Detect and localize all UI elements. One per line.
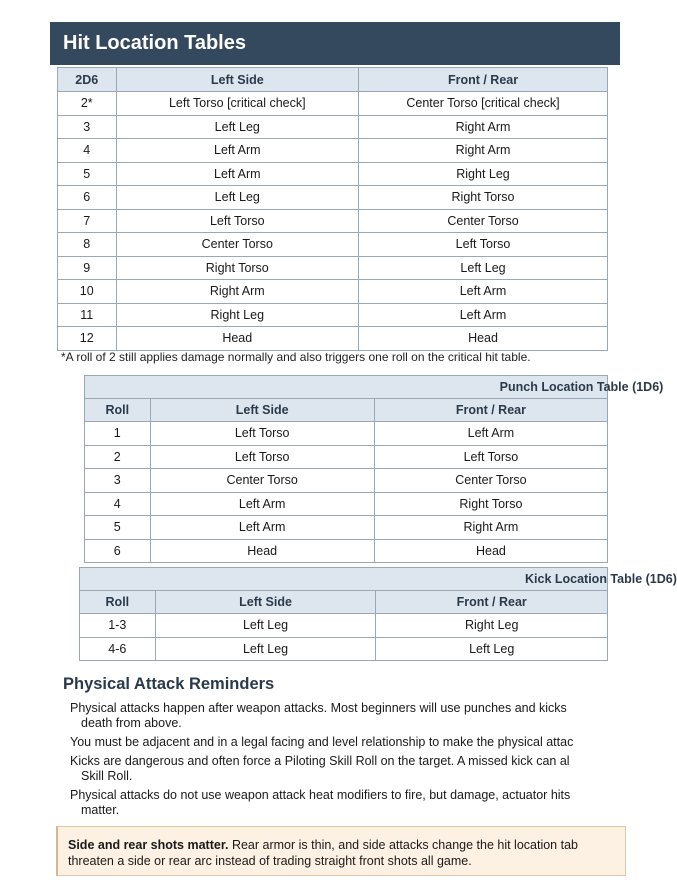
table-cell: Center Torso — [374, 469, 607, 493]
table-cell: Center Torso [critical check] — [359, 92, 608, 116]
table-cell: Left Leg — [155, 637, 376, 661]
table-caption-row — [85, 376, 608, 399]
page-title: Hit Location Tables — [63, 32, 246, 54]
table-cell: Left Arm — [374, 422, 607, 446]
table-row — [58, 115, 608, 139]
table-cell: Left Torso — [359, 233, 608, 257]
table-cell: Right Arm — [374, 516, 607, 540]
table-cell: 8 — [58, 233, 117, 257]
table-row — [58, 162, 608, 186]
table-row — [58, 327, 608, 351]
reminder-text-continued: Skill Roll. — [81, 769, 133, 783]
table-cell: Right Leg — [116, 303, 359, 327]
reminders-title: Physical Attack Reminders — [63, 675, 275, 693]
caption-spacer — [80, 568, 677, 591]
column-header: 2D6 — [58, 68, 117, 92]
column-header: Left Side — [116, 68, 359, 92]
table-row — [85, 445, 608, 469]
table-row — [58, 209, 608, 233]
table-header-row — [80, 591, 608, 614]
table-cell: Head — [150, 539, 374, 563]
table-cell: 2 — [85, 445, 151, 469]
table-cell: Left Arm — [359, 303, 608, 327]
table-row — [58, 256, 608, 280]
table-row — [85, 422, 608, 446]
table-cell: Right Torso — [359, 186, 608, 210]
table-row — [58, 92, 608, 116]
table-cell: Left Arm — [150, 492, 374, 516]
table-cell: 10 — [58, 280, 117, 304]
reminder-text: Physical attacks happen after weapon attacks. Most beginners will use punches and kicks — [70, 701, 567, 715]
table-cell: Left Torso — [150, 422, 374, 446]
callout-text-continued: threaten a side or rear arc instead of trading straight front shots all game. — [68, 854, 472, 868]
table-row — [85, 469, 608, 493]
table-cell: 6 — [85, 539, 151, 563]
punch-location-table — [84, 375, 664, 563]
table-cell: 4 — [58, 139, 117, 163]
column-header: Front / Rear — [376, 591, 608, 614]
list-item — [70, 788, 630, 818]
table-cell: Left Torso — [116, 209, 359, 233]
table-caption-row — [80, 568, 608, 591]
table-row — [85, 516, 608, 540]
table-row — [58, 233, 608, 257]
table-cell: Left Leg — [116, 186, 359, 210]
tip-callout — [56, 826, 626, 876]
list-item — [70, 701, 630, 731]
table-cell: Right Arm — [359, 139, 608, 163]
column-header: Roll — [85, 399, 151, 422]
list-item — [70, 735, 630, 750]
table-row — [85, 539, 608, 563]
table-cell: Left Leg — [359, 256, 608, 280]
table-cell: Right Arm — [359, 115, 608, 139]
table-cell: Left Arm — [116, 139, 359, 163]
table-row — [58, 139, 608, 163]
table-cell: 1 — [85, 422, 151, 446]
table-cell: 9 — [58, 256, 117, 280]
table-row — [85, 492, 608, 516]
table-caption: Punch Location Table (1D6) — [499, 380, 664, 394]
column-header: Front / Rear — [359, 68, 608, 92]
table-row — [80, 637, 608, 661]
reminders-list — [70, 701, 630, 822]
table-cell: 4-6 — [80, 637, 156, 661]
table-cell: Left Leg — [116, 115, 359, 139]
reminder-text: Physical attacks do not use weapon attack heat modifiers to fire, but damage, actuator hits — [70, 788, 571, 802]
table-row — [58, 186, 608, 210]
table-cell: Head — [359, 327, 608, 351]
page-header — [50, 22, 620, 65]
table-cell: 3 — [85, 469, 151, 493]
table-cell: Left Leg — [155, 614, 376, 638]
table-cell: Center Torso — [116, 233, 359, 257]
table-cell: Right Leg — [359, 162, 608, 186]
table-cell: Right Torso — [374, 492, 607, 516]
table-cell: Left Leg — [376, 637, 608, 661]
callout-text: Rear armor is thin, and side attacks change the hit location tab — [228, 838, 578, 852]
table-row — [58, 303, 608, 327]
table-cell: Left Torso — [150, 445, 374, 469]
table-caption: Kick Location Table (1D6) — [525, 572, 677, 586]
table-cell: 4 — [85, 492, 151, 516]
table-cell: Left Arm — [150, 516, 374, 540]
table-cell: 2* — [58, 92, 117, 116]
table-cell: 6 — [58, 186, 117, 210]
table-cell: Center Torso — [150, 469, 374, 493]
table-cell: Right Leg — [376, 614, 608, 638]
table-cell: 11 — [58, 303, 117, 327]
table-header-row — [85, 399, 608, 422]
critical-footnote: *A roll of 2 still applies damage normally and also triggers one roll on the critical hit table. — [61, 350, 531, 364]
table-cell: 12 — [58, 327, 117, 351]
table-cell: 1-3 — [80, 614, 156, 638]
table-row — [80, 614, 608, 638]
reminder-text-continued: matter. — [81, 803, 120, 817]
callout-bold: Side and rear shots matter. — [68, 838, 229, 852]
table-cell: Left Arm — [359, 280, 608, 304]
caption-spacer — [85, 376, 664, 399]
table-cell: 3 — [58, 115, 117, 139]
table-cell: 7 — [58, 209, 117, 233]
table-cell: Right Torso — [116, 256, 359, 280]
table-header-row — [58, 68, 608, 92]
table-cell: Left Torso — [374, 445, 607, 469]
table-cell: Head — [116, 327, 359, 351]
column-header: Left Side — [150, 399, 374, 422]
kick-location-table — [79, 567, 677, 661]
table-cell: Right Arm — [116, 280, 359, 304]
column-header: Left Side — [155, 591, 376, 614]
table-cell: Left Torso [critical check] — [116, 92, 359, 116]
table-cell: 5 — [85, 516, 151, 540]
table-cell: Head — [374, 539, 607, 563]
table-cell: 5 — [58, 162, 117, 186]
reminder-text-continued: death from above. — [81, 716, 182, 730]
column-header: Roll — [80, 591, 156, 614]
table-cell: Center Torso — [359, 209, 608, 233]
reminder-text: You must be adjacent and in a legal facing and level relationship to make the physical attac — [70, 735, 574, 749]
list-item — [70, 754, 630, 784]
table-row — [58, 280, 608, 304]
reminder-text: Kicks are dangerous and often force a Piloting Skill Roll on the target. A missed kick can al — [70, 754, 570, 768]
hit-location-table — [57, 67, 608, 351]
table-cell: Left Arm — [116, 162, 359, 186]
column-header: Front / Rear — [374, 399, 607, 422]
